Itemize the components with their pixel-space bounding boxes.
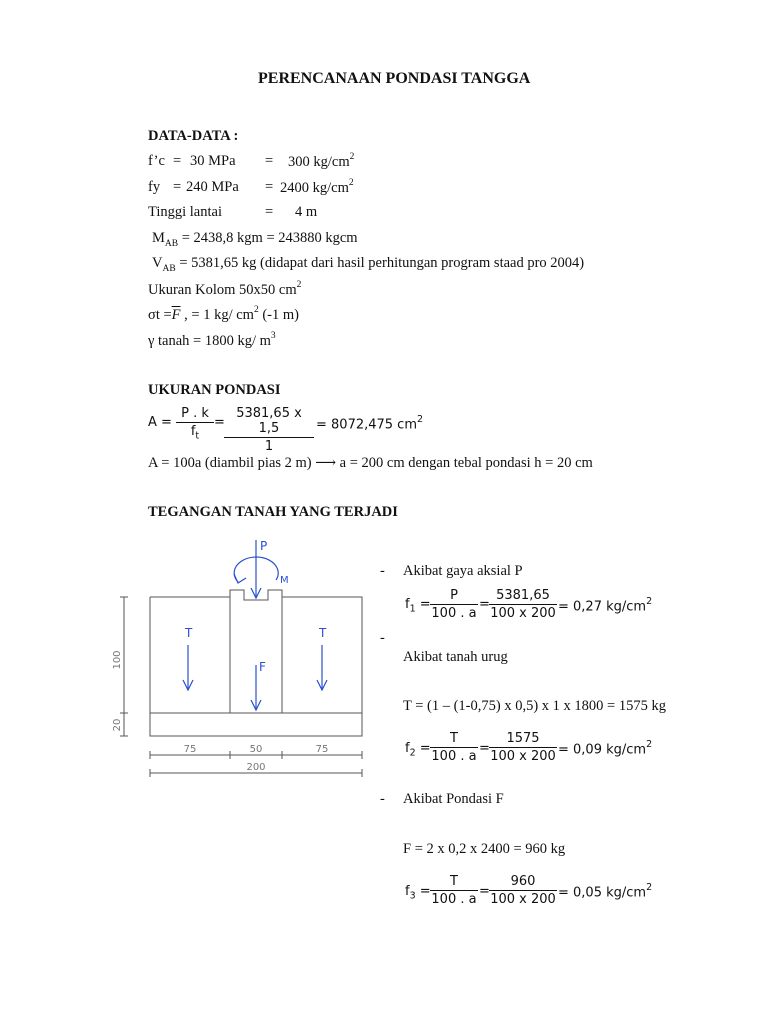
f2-frac1: $\frac{T}{100 . a}$ [431,731,477,764]
label-P: P [260,539,268,553]
fc-eq1: = [173,153,182,169]
A-frac2: $\frac{5381,65 x 1,5}{1}$ [224,406,314,454]
tinggi-eq: = [265,204,274,220]
A-frac1: $\frac{P . k}{f_t}$ [176,406,214,442]
f3-frac2: $\frac{960}{100 x 200}$ [490,874,556,907]
foundation-diagram [100,530,380,780]
f1-frac2: $\frac{5381,65}{100 x 200}$ [490,588,556,621]
f3-eq2: = [479,884,490,899]
akibat2-dash: - [380,630,385,646]
f1-lhs: $f_1$ = [405,597,431,615]
soil-outline-left [150,597,230,713]
f3-lhs: $f_3$ = [405,884,431,902]
akibat3-text: Akibat Pondasi F [403,791,504,807]
fc-val1: 30 MPa [190,153,236,169]
ukuran-heading: UKURAN PONDASI [148,382,281,398]
F-line: F = 2 x 0,2 x 2400 = 960 kg [403,841,566,857]
label-F: F [259,660,266,674]
tinggi-val: 4 m [295,204,318,220]
f1-frac1: $\frac{P}{100 . a}$ [431,588,477,621]
label-M: M [280,575,289,586]
fy-val2: 2400 $kg/cm^2$ [280,178,354,196]
f1-rhs: = 0,27 $kg/cm^2$ [558,596,653,615]
fc-val2: 300 $kg/cm^2$ [288,152,355,170]
akibat2-text: Akibat tanah urug [403,649,508,665]
kolom-line: Ukuran Kolom 50x50 $cm^2$ [148,280,302,298]
dim-100: 100 [112,650,123,670]
label-T-right: T [319,626,327,640]
f2-rhs: = 0,09 $kg/cm^2$ [558,739,653,758]
data-heading: DATA-DATA : [148,128,239,144]
mab-line: $M_{AB} = 2438,8$ kgm = 243880 kgcm [152,230,358,249]
dim-200: 200 [246,762,266,773]
f2-eq2: = [479,741,490,756]
f2-lhs: $f_2$ = [405,741,431,759]
footing-slab [150,713,362,736]
A-line: A = 100a (diambil pias 2 m) ⟶ a = 200 cm dengan tebal pondasi h = 20 cm [148,455,593,471]
dim-75a: 75 [183,744,197,755]
f1-eq2: = [479,597,490,612]
dim-20: 20 [112,718,123,732]
tegangan-heading: TEGANGAN TANAH YANG TERJADI [148,504,398,520]
tinggi-label: Tinggi lantai [148,204,222,220]
fc-line [148,153,165,170]
vab-line: $V_{AB} = 5381,65$ kg (didapat dari hasil perhitungan program staad pro 2004) [152,255,585,274]
f2-frac2: $\frac{1575}{100 x 200}$ [490,731,556,764]
sigma-line: $\sigma t =\overline{F}$ , = 1 kg/ $cm^2$ (-1 m) [148,305,299,323]
fc-label: f’c [148,153,165,169]
dim-75b: 75 [315,744,329,755]
akibat1-text: Akibat gaya aksial P [403,563,523,579]
fc-eq2: = [265,153,274,169]
fy-eq1: = [173,179,182,195]
dim-50: 50 [249,744,263,755]
akibat1-dash: - [380,563,385,579]
A-lhs: A = [148,415,172,430]
akibat3-dash: - [380,791,385,807]
label-T-left: T [185,626,193,640]
gamma-line: γ tanah = 1800 kg/ $m^3$ [148,331,276,349]
A-rhs: = 8072,475 $cm^2$ [316,414,424,433]
A-eq: = [214,415,225,430]
fy-eq2: = [265,179,274,195]
f3-frac1: $\frac{T}{100 . a}$ [431,874,477,907]
f3-rhs: = 0,05 $kg/cm^2$ [558,882,653,901]
T-line: T = (1 – (1-0,75) x 0,5) x 1 x 1800 = 1575 kg [403,698,666,714]
page-title: PERENCANAAN PONDASI TANGGA [258,70,531,87]
fy-val1: 240 MPa [186,179,239,195]
fy-label: fy [148,179,161,195]
